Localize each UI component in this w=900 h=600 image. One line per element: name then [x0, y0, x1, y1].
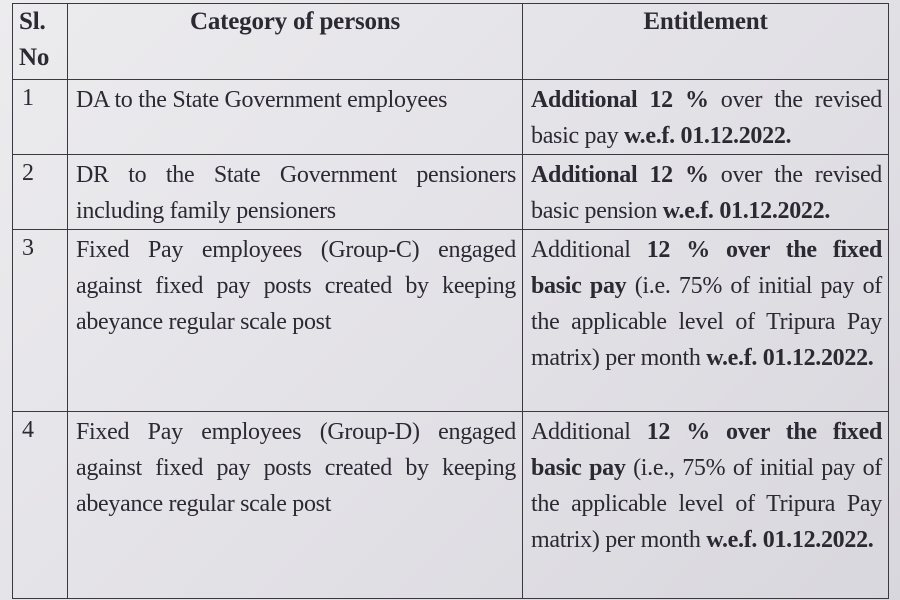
- ent-text-2: (i.e. 75% of initial pay of the applicable level of Tripura Pay matrix) per month: [531, 273, 882, 371]
- ent-text-1: over the revised basic pension: [531, 162, 882, 224]
- row-category: DR to the State Government pensioners including family pensioners: [68, 155, 523, 230]
- ent-text-1: over the revised basic pay: [531, 87, 882, 149]
- row-entitlement: [523, 80, 889, 155]
- header-sl-line1: Sl.: [19, 8, 46, 35]
- row-number: 3: [13, 230, 68, 412]
- ent-text-2: (i.e., 75% of initial pay of the applicable level of Tripura Pay matrix) per month: [531, 455, 883, 553]
- ent-bold-3: w.e.f. 01.12.2022.: [706, 527, 874, 553]
- header-sl-line2: No: [19, 44, 50, 71]
- ent-bold-2: w.e.f. 01.12.2022.: [662, 198, 831, 224]
- row-category: DA to the State Government employees: [68, 80, 523, 155]
- row-entitlement: [523, 230, 889, 412]
- row-category: Fixed Pay employees (Group-C) engaged against fixed pay posts created by keeping abeyance regular scale post: [68, 230, 523, 412]
- ent-text-1: Additional: [531, 237, 647, 263]
- row-entitlement: [523, 412, 889, 599]
- row-entitlement: [523, 155, 889, 230]
- row-number: 1: [13, 80, 68, 155]
- ent-text-1: Additional: [531, 419, 647, 445]
- ent-bold-2: 12 % over the fixed basic pay: [531, 237, 883, 299]
- table-row: [13, 155, 889, 230]
- ent-bold-3: w.e.f. 01.12.2022.: [706, 345, 874, 371]
- header-sl-no: [13, 4, 68, 80]
- ent-bold-2: w.e.f. 01.12.2022.: [623, 123, 792, 149]
- table-row: [13, 80, 889, 155]
- row-number: 2: [13, 155, 68, 230]
- row-category: Fixed Pay employees (Group-D) engaged against fixed pay posts created by keeping abeyance regular scale post: [68, 412, 523, 599]
- table-header-row: [13, 4, 889, 80]
- header-entitlement: Entitlement: [523, 4, 889, 80]
- row-number: 4: [13, 412, 68, 599]
- ent-bold-1: Additional 12 %: [531, 162, 709, 188]
- document-page: [12, 3, 888, 594]
- ent-bold-2: 12 % over the fixed basic pay: [531, 419, 883, 481]
- table-row: [13, 230, 889, 412]
- header-category: Category of persons: [68, 4, 523, 80]
- entitlement-table: [12, 3, 889, 599]
- ent-bold-1: Additional 12 %: [531, 87, 709, 113]
- table-row: [13, 412, 889, 599]
